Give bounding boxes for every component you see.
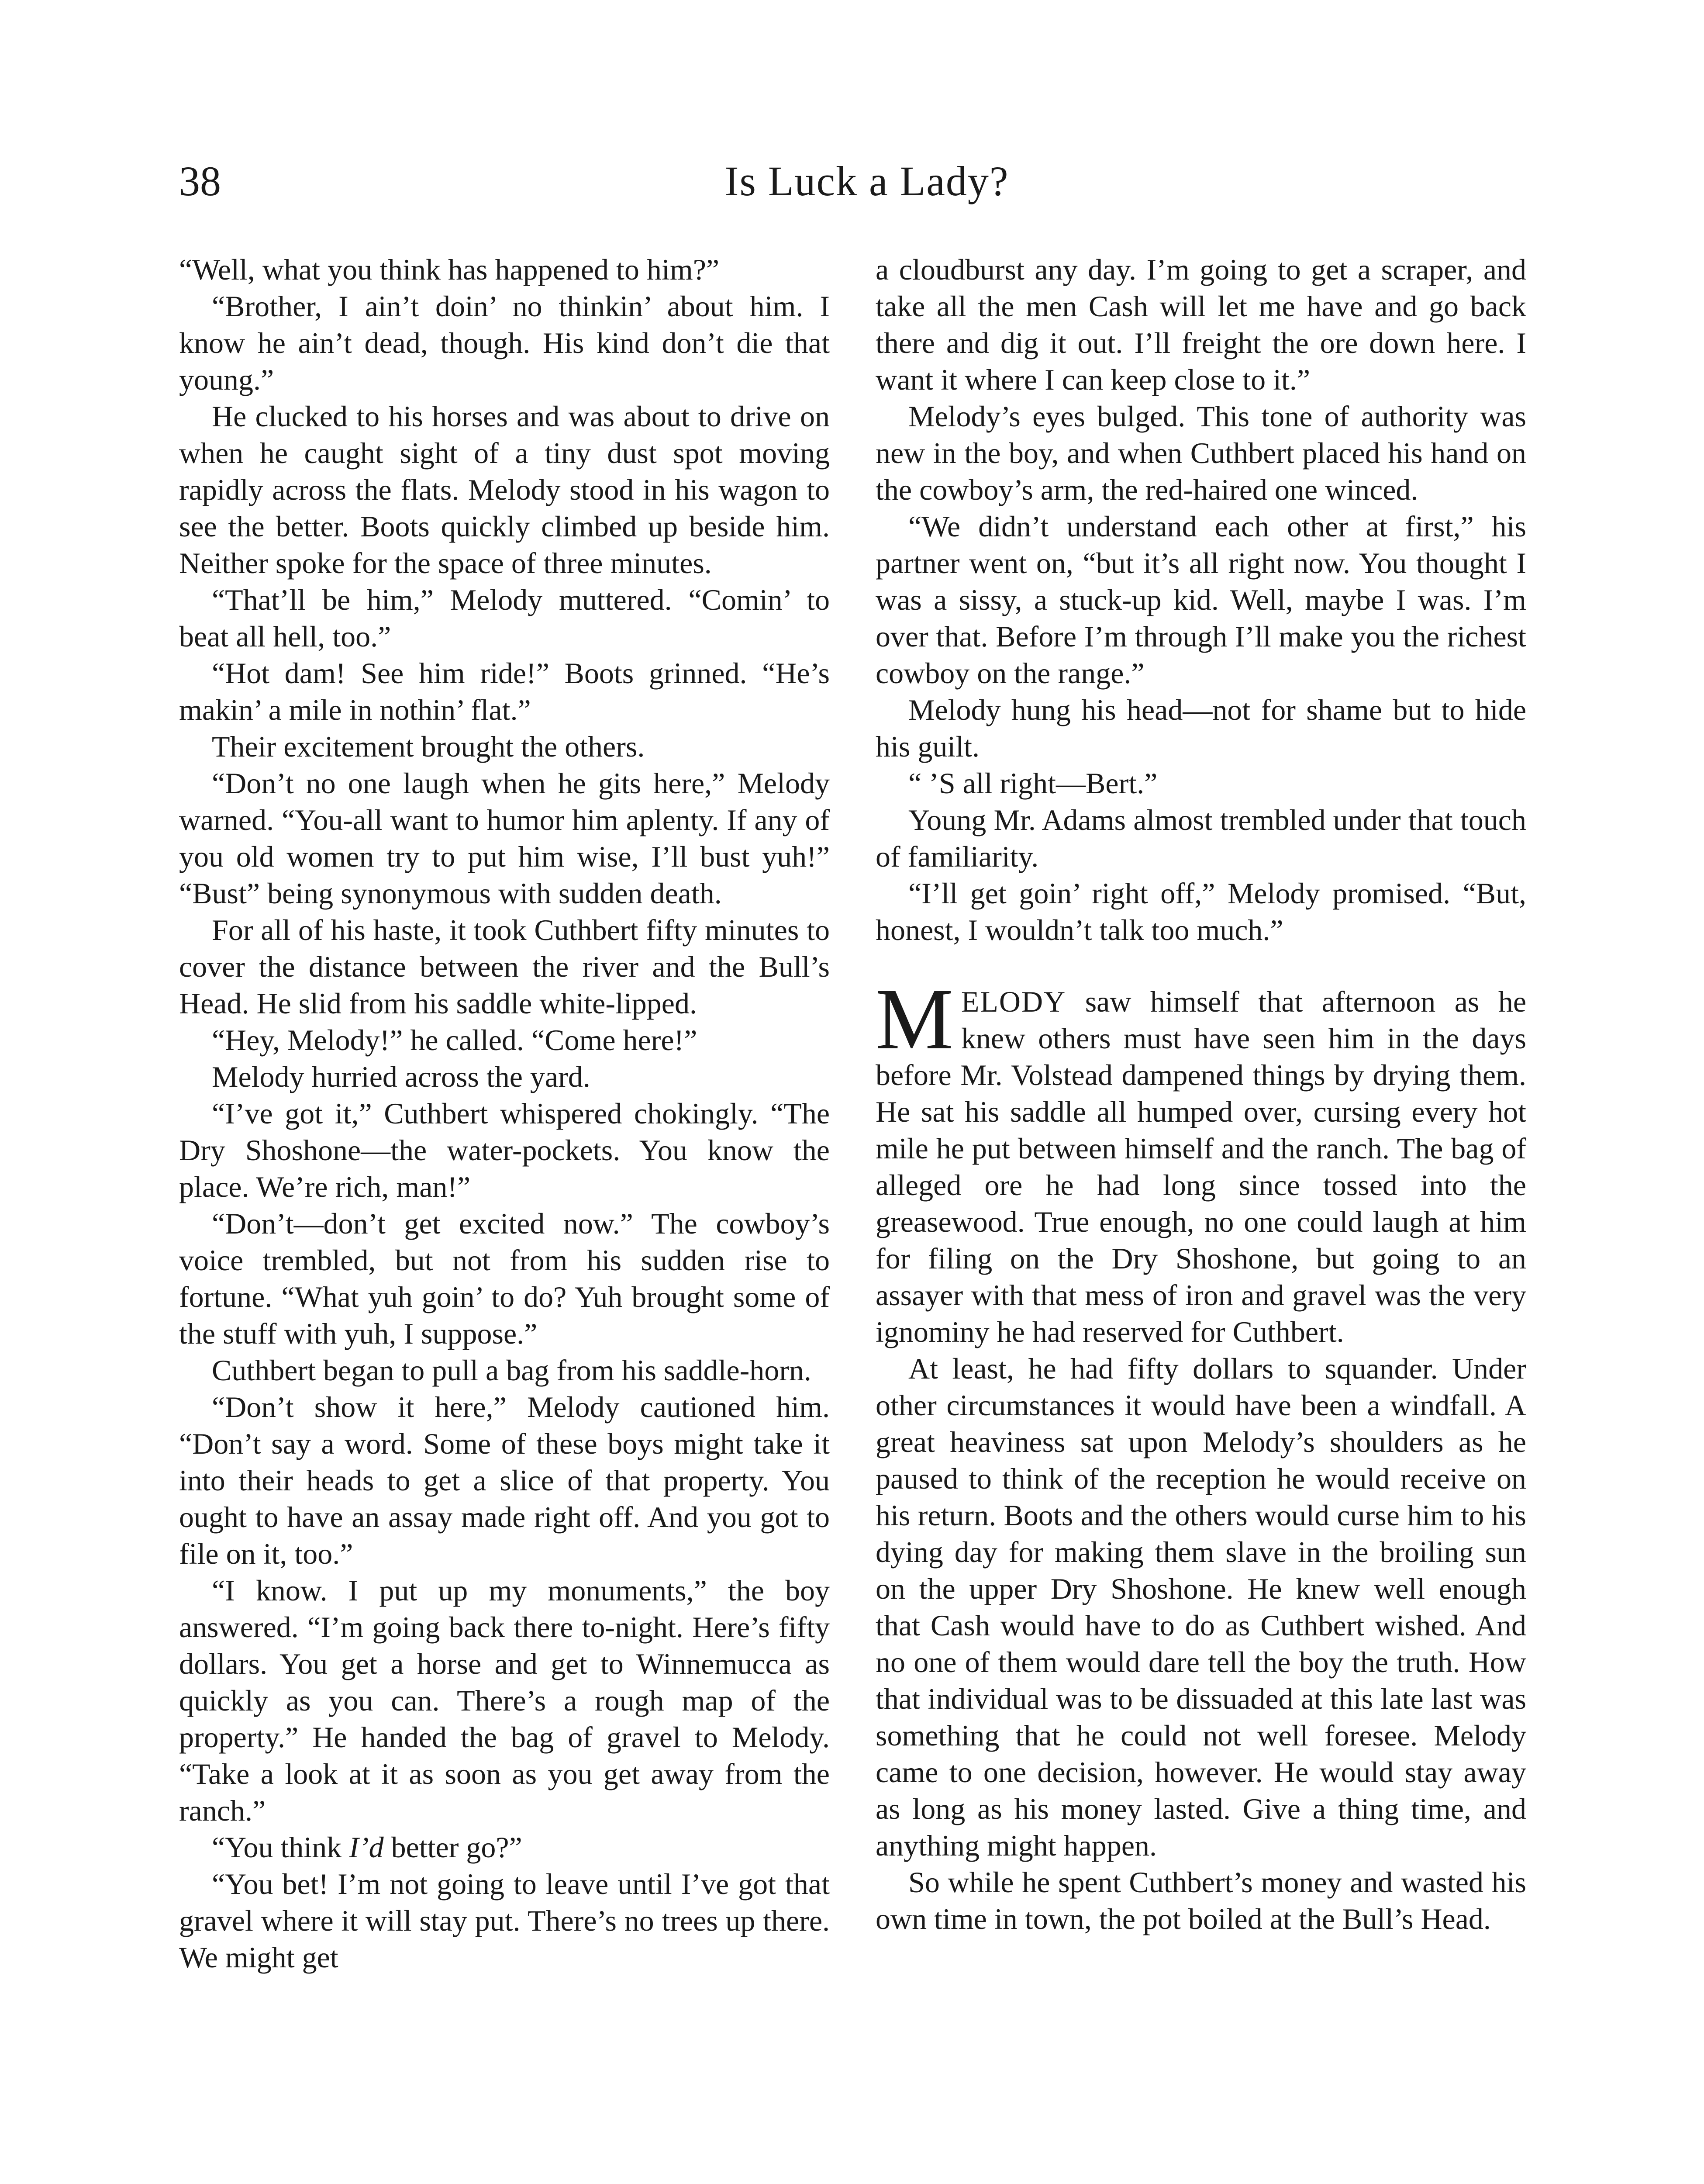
paragraph: For all of his haste, it took Cuthbert fifty minutes to cover the distance between the river and the Bull’s Head. He slid from his saddle white-lipped.: [179, 913, 830, 1020]
section-break: [876, 948, 1526, 983]
page-number: 38: [179, 158, 221, 204]
paragraph: “ ’S all right—Bert.”: [908, 767, 1158, 800]
paragraph: “You bet! I’m not going to leave until I’ve got that gravel where it will stay put. There’s no trees up there. We might get: [179, 1867, 830, 1974]
paragraph: [179, 1829, 830, 1866]
paragraph: “Don’t—don’t get excited now.” The cowboy’s voice trembled, but not from his sudden rise to fortune. “What yuh goin’ to do? Yuh brought some of the stuff with yuh, I suppose.”: [179, 1207, 830, 1350]
paragraph: “Well, what you think has happened to him?”: [179, 253, 720, 286]
paragraph: “We didn’t understand each other at first,” his partner went on, “but it’s all right now. You thought I was a sissy, a stuck-up kid. Well, maybe I was. I’m over that. Before I’m through I’ll make you the richest cowboy on the range.”: [876, 510, 1526, 690]
left-column: [179, 251, 830, 1976]
paragraph: “Don’t show it here,” Melody cautioned him. “Don’t say a word. Some of these boys might take it into their heads to get a slice of that property. You ought to have an assay made right off. And you got to file on it, too.”: [179, 1390, 830, 1570]
text-run: better go?”: [383, 1831, 522, 1864]
paragraph: “That’ll be him,” Melody muttered. “Comin’ to beat all hell, too.”: [179, 583, 830, 653]
right-column: [876, 251, 1526, 1937]
paragraph: “Don’t no one laugh when he gits here,” Melody warned. “You-all want to humor him aplenty. If any of you old women try to put him wise, I’ll bust yuh!” “Bust” being synonymous with sudden death.: [179, 767, 830, 910]
paragraph: “Brother, I ain’t doin’ no thinkin’ about him. I know he ain’t dead, though. His kind don’t die that young.”: [179, 290, 830, 396]
paragraph: “I know. I put up my monuments,” the boy answered. “I’m going back there to-night. Here’s fifty dollars. You get a horse and get to Winnemucca as quickly as you can. There’s a rough map of the property.” He handed the bag of gravel to Melody. “Take a look at it as soon as you get away from the ranch.”: [179, 1574, 830, 1827]
paragraph: Melody hurried across the yard.: [212, 1060, 590, 1093]
paragraph: At least, he had fifty dollars to squander. Under other circumstances it would have been a windfall. A great heaviness sat upon Melody’s shoulders as he paused to think of the reception he would receive on his return. Boots and the others would curse him to his dying day for making them slave in the broiling sun on the upper Dry Shoshone. He knew well enough that Cash would have to do as Cuthbert wished. And no one of them would dare tell the boy the truth. How that individual was to be dissuaded at this late last was something that he could not well foresee. Melody came to one decision, however. He would stay away as long as his money lasted. Give a thing time, and anything might happen.: [876, 1352, 1526, 1862]
paragraph: Their excitement brought the others.: [212, 730, 645, 763]
section-opening-paragraph: [876, 971, 1526, 1350]
paragraph: “Hey, Melody!” he called. “Come here!”: [212, 1023, 697, 1057]
paragraph: So while he spent Cuthbert’s money and wasted his own time in town, the pot boiled at the Bull’s Head.: [876, 1866, 1526, 1935]
paragraph: He clucked to his horses and was about to drive on when he caught sight of a tiny dust spot moving rapidly across the flats. Melody stood in his wagon to see the better. Boots quickly climbed up beside him. Neither spoke for the space of three minutes.: [179, 400, 830, 580]
text-run: “You think: [212, 1831, 349, 1864]
page-header: [179, 155, 1555, 216]
paragraph: “I’ll get goin’ right off,” Melody promised. “But, honest, I wouldn’t talk too much.”: [876, 877, 1526, 947]
paragraph: Melody hung his head—not for shame but to hide his guilt.: [876, 693, 1526, 763]
text-run: saw himself that afternoon as he knew others must have seen him in the days before Mr. Volstead dampened things by drying them. He sat his saddle all humped over, cursing every hot mile he put between himself and the ranch. The bag of alleged ore he had long since tossed into the greasewood. True enough, no one could laugh at him for filing on the Dry Shoshone, but going to an assayer with that mess of iron and gravel was the very ignominy he had reserved for Cuthbert.: [876, 985, 1526, 1348]
italic-word: I’d: [349, 1831, 384, 1864]
paragraph: “Hot dam! See him ride!” Boots grinned. “He’s makin’ a mile in nothin’ flat.”: [179, 657, 830, 726]
paragraph: Melody’s eyes bulged. This tone of authority was new in the boy, and when Cuthbert placed his hand on the cowboy’s arm, the red-haired one winced.: [876, 400, 1526, 506]
paragraph: “I’ve got it,” Cuthbert whispered chokingly. “The Dry Shoshone—the water-pockets. You know the place. We’re rich, man!”: [179, 1097, 830, 1203]
paragraph: Young Mr. Adams almost trembled under that touch of familiarity.: [876, 803, 1526, 873]
drop-cap: M: [876, 971, 953, 1068]
paragraph: a cloudburst any day. I’m going to get a scraper, and take all the men Cash will let me have and go back there and dig it out. I’ll freight the ore down here. I want it where I can keep close to it.”: [876, 253, 1526, 396]
paragraph: Cuthbert began to pull a bag from his saddle-horn.: [212, 1354, 811, 1387]
small-caps-word: ELODY: [961, 985, 1066, 1018]
running-title: Is Luck a Lady?: [724, 158, 1009, 204]
